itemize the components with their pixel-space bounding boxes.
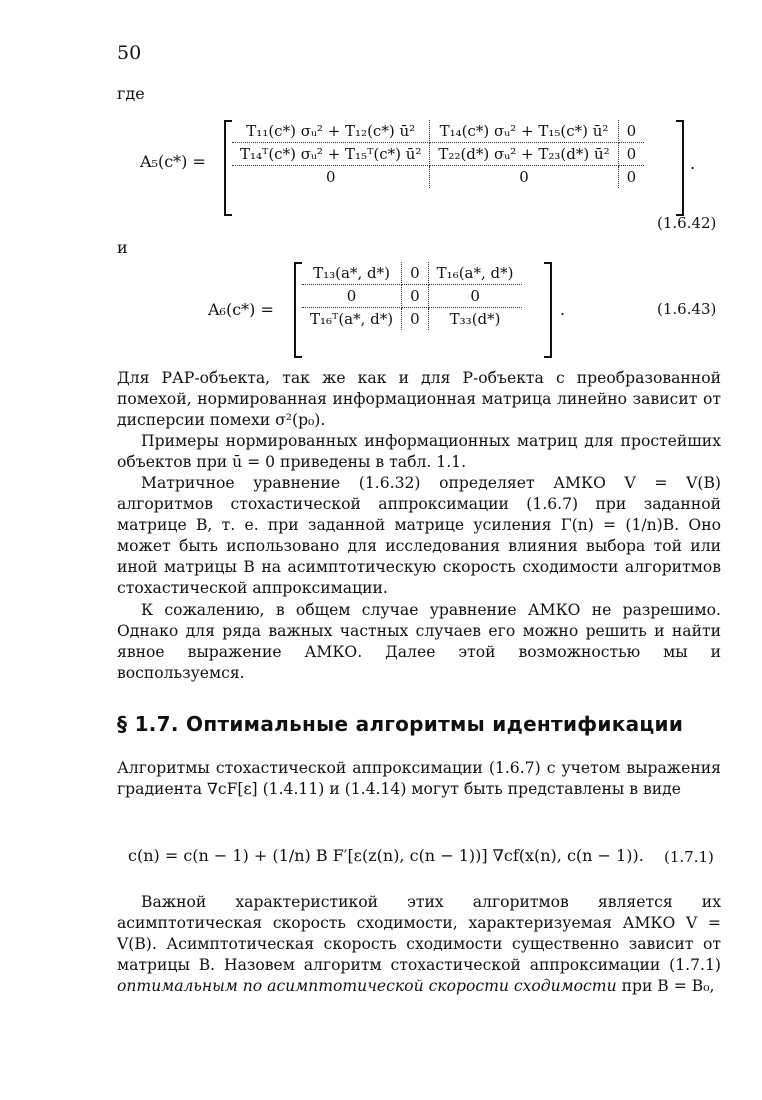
- eq-a6-cell: T₁₆(a*, d*): [428, 262, 521, 285]
- intro-word: где: [117, 84, 145, 103]
- eq-a5-trail: .: [690, 154, 696, 173]
- paragraph-important: [117, 892, 721, 997]
- eq-1-7-1-number: (1.7.1): [664, 848, 714, 866]
- eq-a5-right-bracket: [676, 120, 684, 216]
- eq-a6-cell: 0: [428, 285, 521, 308]
- eq-a5-number: (1.6.42): [657, 214, 717, 232]
- eq-1-7-1-formula: c(n) = c(n − 1) + (1/n) B F′[ε(z(n), c(n − 1))] ∇cf(x(n), c(n − 1)).: [128, 846, 644, 865]
- eq-a6-cell: 0: [402, 262, 429, 285]
- paragraph-unfortunately: К сожалению, в общем случае уравнение АМКО не разрешимо. Однако для ряда важных частных случаев его можно решить и найти явное выражение АМКО. Далее этой возможностью мы и воспользуемся.: [117, 601, 721, 682]
- paragraph-algorithms: Алгоритмы стохастической аппроксимации (1.6.7) с учетом выражения градиента ∇cF[ε] (1.4.11) и (1.4.14) могут быть представлены в виде: [117, 759, 721, 798]
- eq-a6-cell: 0: [402, 308, 429, 331]
- paragraph-important-italic: оптимальным по асимптотической скорости сходимости: [117, 977, 617, 995]
- eq-a6-cell: T₃₃(d*): [449, 310, 501, 328]
- eq-a5-cell: T₁₁(c*) σᵤ² + T₁₂(c*) ū²: [232, 120, 430, 143]
- eq-a5-cell: 0: [430, 166, 618, 189]
- eq-a5-cell: 0: [626, 168, 637, 186]
- eq-a5-cell: 0: [232, 166, 430, 189]
- eq-a5-cell: T₁₄(c*) σᵤ² + T₁₅(c*) ū²: [430, 120, 618, 143]
- page-number: 50: [117, 42, 142, 64]
- eq-a5-cell: T₂₂(d*) σᵤ² + T₂₃(d*) ū²: [430, 143, 618, 166]
- paragraph-important-end: при B = B₀,: [616, 977, 715, 995]
- and-word: и: [117, 238, 128, 257]
- eq-a5-cell: 0: [618, 143, 644, 166]
- eq-a6-cell: 0: [302, 285, 402, 308]
- eq-a5-lhs: A₅(c*) =: [140, 152, 206, 171]
- eq-a6-matrix: [302, 262, 522, 330]
- eq-a6-right-bracket: [544, 262, 552, 358]
- eq-a6-cell: 0: [402, 285, 429, 308]
- eq-a6-number: (1.6.43): [657, 300, 717, 318]
- eq-a6-lhs: A₆(c*) =: [208, 300, 274, 319]
- eq-a5-matrix: [232, 120, 644, 188]
- eq-a6-cell: T₁₆ᵀ(a*, d*): [302, 308, 402, 331]
- eq-a5-left-bracket: [224, 120, 232, 216]
- eq-a6-trail: .: [560, 300, 566, 319]
- paragraph-matrix-equation: Матричное уравнение (1.6.32) определяет АМКО V = V(B) алгоритмов стохастической аппроксимации (1.6.7) при заданной матрице B, т. е. при заданной матрице усиления Γ(n) = (1/n)B. Оно может быть использовано для исследования влияния выбора той или иной матрицы B на асимптотическую скорость сходимости алгоритмов стохастической аппроксимации.: [117, 474, 721, 597]
- paragraph-important-start: Важной характеристикой этих алгоритмов является их асимптотическая скорость сходимости, характеризуемая АМКО V = V(B). Асимптотическая скорость сходимости существенно зависит от матрицы B. Назовем алгоритм стохастической аппроксимации (1.7.1): [117, 893, 721, 974]
- paragraph-rap-object: Для РАР-объекта, так же как и для Р-объекта с преобразованной помехой, нормированная информационная матрица линейно зависит от дисперсии помехи σ²(p₀).: [117, 369, 721, 429]
- eq-a5-cell: 0: [618, 120, 644, 143]
- eq-a6-cell: T₁₃(a*, d*): [302, 262, 402, 285]
- paragraph-examples: Примеры нормированных информационных матриц для простейших объектов при ū = 0 приведены в табл. 1.1.: [117, 432, 721, 471]
- eq-a6-left-bracket: [294, 262, 302, 358]
- section-title: § 1.7. Оптимальные алгоритмы идентификации: [117, 712, 684, 736]
- eq-a5-cell: T₁₄ᵀ(c*) σᵤ² + T₁₅ᵀ(c*) ū²: [232, 143, 430, 166]
